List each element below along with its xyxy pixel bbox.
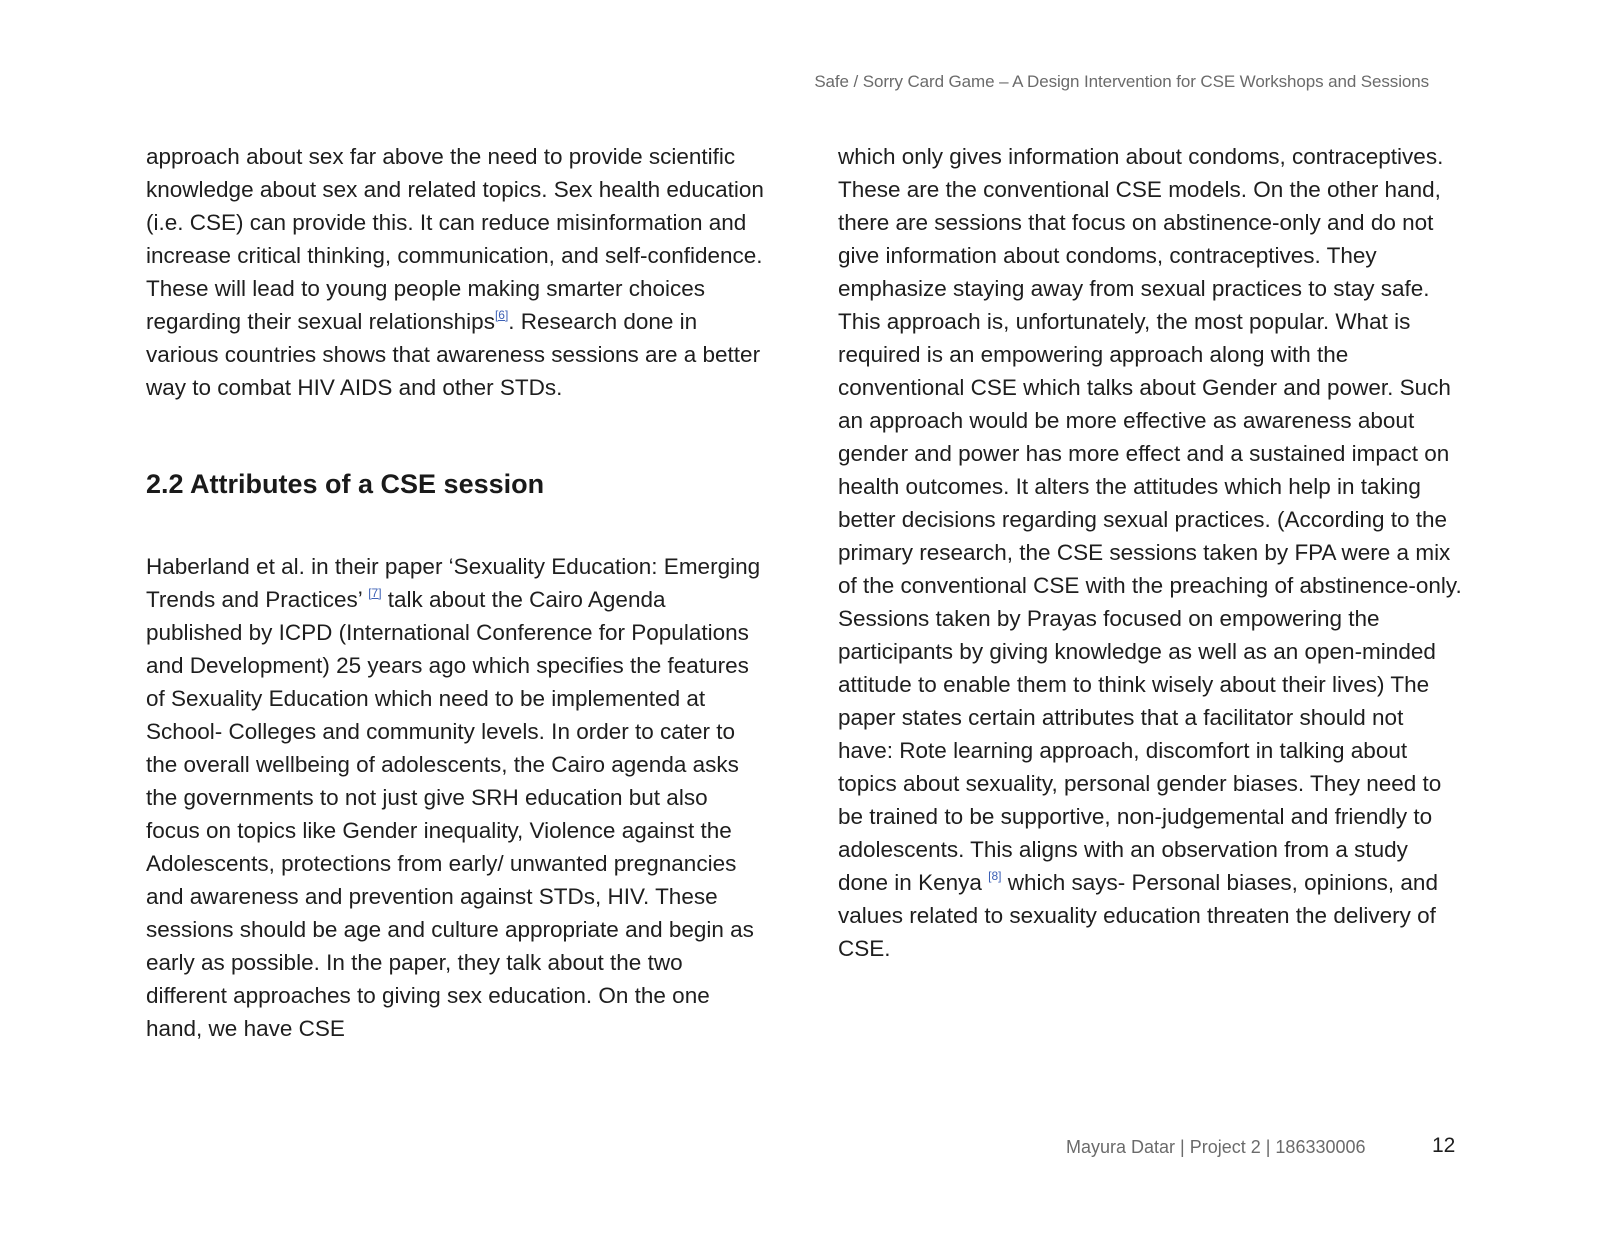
paragraph-haberland [146,550,766,1045]
paragraph-intro [146,140,766,404]
page-number: 12 [1432,1134,1456,1157]
citation-8-link[interactable]: [8] [988,869,1002,883]
paragraph-haberland-text-a: Haberland et al. in their paper ‘Sexuality Education: Emerging Trends and Practices’ [146,554,761,612]
paragraph-intro-text-b: . Research done in various countries shows that awareness sessions are a better way to combat HIV AIDS and other STDs. [146,309,761,400]
paragraph-intro-text-a: approach about sex far above the need to provide scientific knowledge about sex and related topics. Sex health education (i.e. CSE) can provide this. It can reduce misinformation and increase critical thinking, communication, and self-confidence. These will lead to young people making smarter choices regarding their sexual relationships [146,144,764,334]
right-column [838,140,1463,965]
running-header: Safe / Sorry Card Game – A Design Intervention for CSE Workshops and Sessions [814,72,1429,91]
section-heading: 2.2 Attributes of a CSE session [146,469,545,499]
paragraph-haberland-text-b: talk about the Cairo Agenda published by ICPD (International Conference for Populations and Development) 25 years ago which specifies the features of Sexuality Education which need to be implemented at School- Colleges and community levels. In order to cater to the overall wellbeing of adolescents, the Cairo agenda asks the governments to not just give SRH education but also focus on topics like Gender inequality, Violence against the Adolescents, protections from early/ unwanted pregnancies and awareness and prevention against STDs, HIV. These sessions should be age and culture appropriate and begin as early as possible. In the paper, they talk about the two different approaches to giving sex education. On the one hand, we have CSE [146,587,754,1041]
citation-6-link[interactable]: [6] [494,308,509,322]
paragraph-continuation-text-b: which says- Personal biases, opinions, and values related to sexuality education threaten the delivery of CSE. [838,870,1438,961]
left-column [146,140,766,1045]
paragraph-continuation-text-a: which only gives information about condoms, contraceptives. These are the conventional CSE models. On the other hand, there are sessions that focus on abstinence-only and do not give information about condoms, contraceptives. They emphasize staying away from sexual practices to stay safe. This approach is, unfortunately, the most popular. What is required is an empowering approach along with the conventional CSE which talks about Gender and power. Such an approach would be more effective as awareness about gender and power has more effect and a sustained impact on health outcomes. It alters the attitudes which help in taking better decisions regarding sexual practices. (According to the primary research, the CSE sessions taken by FPA were a mix of the conventional CSE with the preaching of abstinence-only. Sessions taken by Prayas focused on empowering the participants by giving knowledge as well as an open-minded attitude to enable them to think wisely about their lives) The paper states certain attributes that a facilitator should not have: Rote learning approach, discomfort in talking about topics about sexuality, personal gender biases. They need to be trained to be supportive, non-judgemental and friendly to adolescents. This aligns with an observation from a study done in Kenya [838,144,1462,895]
citation-7-link[interactable]: [7] [368,586,382,600]
paragraph-continuation [838,140,1463,965]
footer-author-line: Mayura Datar | Project 2 | 186330006 [1066,1137,1366,1157]
